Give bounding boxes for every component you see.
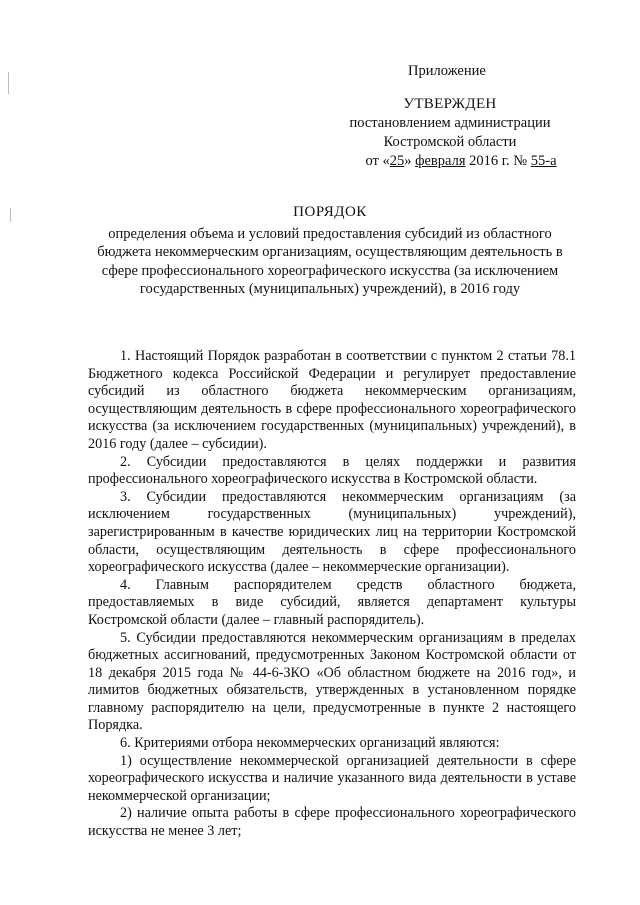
paragraph-6: 6. Критериями отбора некоммерческих организаций являются:: [120, 735, 500, 752]
paragraph-1: 1. Настоящий Порядок разработан в соответствии с пунктом 2 статьи 78.1 Бюджетного кодекса Российской Федерации и регулирует предоставление субсидий из областного бюджета некоммерческим организациям, осуществляющим деятельность в сфере профессионального хореографического искусства (за исключением государственных (муниципальных) учреждений), в 2016 году (далее – субсидии).: [88, 348, 576, 452]
paragraph-6-item-1: 1) осуществление некоммерческой организацией деятельности в сфере хореографического искусства и наличие указанного вида деятельности в уставе некоммерческой организации;: [88, 752, 576, 804]
scan-artifact-line: [8, 72, 9, 94]
date-year: 2016 г. №: [465, 153, 531, 169]
paragraph-5: 5. Субсидии предоставляются некоммерческим организациям в пределах бюджетных ассигнований, предусмотренных Законом Костромской области от 18 декабря 2015 года № 44-6-ЗКО «Об областном бюджете на 2016 год», и лимитов бюджетных обязательств, утвержденных в установленном порядке главному распорядителю на цели, предусмотренные в пункте 2 настоящего Порядка.: [88, 629, 576, 734]
approval-line-1: постановлением администрации: [349, 115, 551, 131]
approval-stamp-block: [330, 62, 570, 171]
annex-label: Приложение: [408, 63, 486, 79]
document-heading: ПОРЯДОК: [293, 204, 367, 220]
approved-label: УТВЕРЖДЕН: [403, 96, 497, 112]
scan-artifact-line: [10, 208, 11, 222]
document-title-block: [80, 203, 580, 299]
date-mid: »: [404, 153, 416, 169]
document-number: 55-а: [530, 153, 557, 169]
paragraph-4: 4. Главным распорядителем средств областного бюджета, предоставляемых в виде субсидий, является департамент культуры Костромской области (далее – главный распорядитель).: [88, 576, 576, 628]
date-prefix: от «: [365, 153, 390, 169]
document-body: [88, 348, 576, 841]
paragraph-2: 2. Субсидии предоставляются в целях поддержки и развития профессионального хореографического искусства в Костромской области.: [88, 453, 576, 488]
approval-line-2: Костромской области: [383, 134, 517, 150]
document-subtitle: определения объема и условий предоставления субсидий из областного бюджета некоммерческим организациям, осуществляющим деятельность в сфере профессионального хореографического искусства (за исключением государственных (муниципальных) учреждений), в 2016 году: [97, 225, 563, 297]
paragraph-6-item-2: 2) наличие опыта работы в сфере профессионального хореографического искусства не менее 3 лет;: [88, 805, 576, 840]
date-month: февраля: [415, 153, 466, 169]
approval-date-line: [330, 152, 570, 171]
paragraph-3: 3. Субсидии предоставляются некоммерческим организациям (за исключением государственных (муниципальных) учреждений), зарегистрированным в качестве юридических лиц на территории Костромской области, осуществляющим деятельность в сфере профессионального хореографического искусства (далее – некоммерческие организации).: [88, 488, 576, 576]
date-day: 25: [389, 153, 405, 169]
